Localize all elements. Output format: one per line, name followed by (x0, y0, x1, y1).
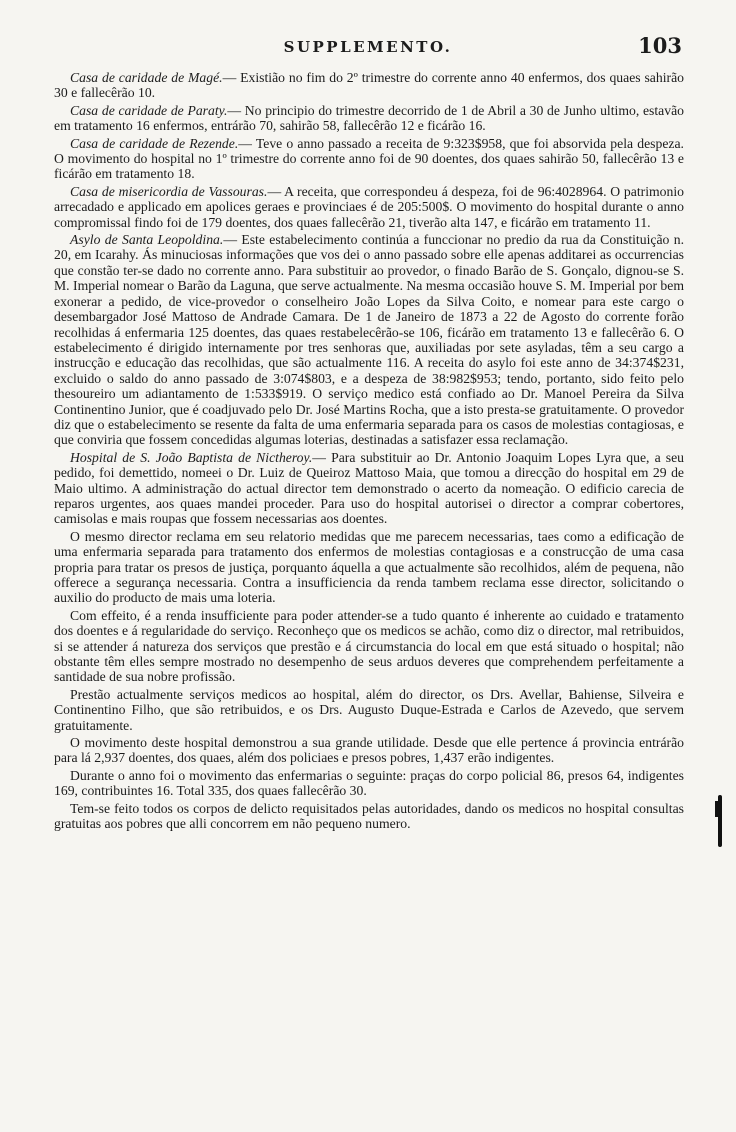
paragraph-body: Durante o anno foi o movimento das enfermarias o seguinte: praças do corpo policial 86, presos 64, indigentes 169, contribuintes 16. Total 335, dos quaes fallecêrão 30. (54, 767, 684, 799)
paragraph-servicos-medicos (54, 687, 684, 733)
paragraph-asylo-santa-leopoldina (54, 232, 684, 448)
paragraph-body: — A receita, que correspondeu á despeza, foi de 96:4028964. O patrimonio arrecadado e applicado em apolices geraes e provinciaes é de 205:500$. O movimento do hospital durante o anno compromissal findo foi de 179 doentes, dos quaes fallecêrão 21, tiverão alta 147, e ficárão em tratamento 11. (54, 183, 684, 230)
paragraph-title: Casa de misericordia de Vassouras. (70, 183, 268, 199)
paragraph-rezende (54, 136, 684, 182)
paragraph-title: Asylo de Santa Leopoldina. (70, 232, 224, 248)
paragraph-body: — Este estabelecimento continúa a funccionar no predio da rua da Constituição n. 20, em Icarahy. Ás minuciosas informações que vos dei o anno passado sobre elle apenas additarei as occurrencias que constão ter-se dado no corrente anno. Para substituir ao provedor, o finado Barão de S. Gonçalo, dignou-se S. M. Imperial nomear o Barão da Laguna, que serve actualmente. Na mesma occasião houve S. M. Imperial por bem exonerar a pedido, de vice-provedor o conselheiro João Lopes da Silva Coito, e nomear para este cargo o desembargador José Mattoso de Andrade Camara. De 1 de Janeiro de 1873 a 22 de Agosto do corrente forão recolhidas á enfermaria 125 doentes, das quaes restabelecêrão-se 106, ficárão em tratamento 13 e fallecêrão 6. O estabelecimento é dirigido internamente por tres senhoras que, auxiliadas por sete asyladas, têm a seu cargo a instrucção e educação das recolhidas, que são actualmente 116. A receita do asylo foi este anno de 34:374$231, excluido o saldo do anno passado de 3:074$803, e a despeza de 38:982$953; tendo, portanto, sido feito pelo thesoureiro um adiantamento de 1:533$919. O serviço medico está confiado ao Dr. Manoel Pereira da Silva Continentino Junior, que é coadjuvado pelo Dr. José Martins Rocha, que a isto presta-se gratuitamente. O provedor diz que o estabelecimento se resente da falta de uma enfermaria separada para os casos de molestias contagiosas, e que conviria que fossem concedidas algumas loterias, destinadas a satisfazer essa reclamação. (54, 232, 684, 448)
paragraph-body: O movimento deste hospital demonstrou a sua grande utilidade. Desde que elle pertence á provincia entrárão para lá 2,937 doentes, dos quaes, além dos policiaes e presos pobres, 1,437 erão indigentes. (54, 735, 684, 766)
paragraph-title: Casa de caridade de Magé. (70, 70, 223, 85)
paragraph-mage (54, 70, 684, 101)
paragraph-body: Tem-se feito todos os corpos de delicto requisitados pelas autoridades, dando os medicos no hospital consultas gratuitas aos pobres que alli concorrem em não pequeno numero. (54, 800, 684, 832)
paragraph-body: — No principio do trimestre decorrido de 1 de Abril a 30 de Junho ultimo, estavão em tratamento 16 enfermos, entrárão 70, sahirão 58, fallecêrão 12 e ficárão 16. (54, 102, 684, 134)
paragraph-body: Prestão actualmente serviços medicos ao hospital, além do director, os Drs. Avellar, Bahiense, Silveira e Continentino Filho, que são retribuidos, e os Drs. Augusto Duque-Estrada e Carlos de Azevedo, que servem gratuitamente. (54, 686, 684, 733)
margin-ink-mark (718, 795, 722, 847)
paragraph-body: O mesmo director reclama em seu relatorio medidas que me parecem necessarias, taes como a edificação de uma enfermaria separada para tratamento dos enfermos de molestias contagiosas e a construcção de uma casa propria para tratar os presos de justiça, porquanto áquella a que actualmente são recolhidos, além de pequena, não offerece a segurança necessaria. Contra a insufficiencia da renda tambem reclama esse director, solicitando o auxilio do producto de mais uma loteria. (54, 528, 684, 606)
paragraph-movimento-hospital (54, 735, 684, 766)
paragraph-body: — Para substituir ao Dr. Antonio Joaquim Lopes Lyra que, a seu pedido, foi demettido, nomeei o Dr. Luiz de Queiroz Mattoso Maia, que tomou a direcção do hospital em 29 de Maio ultimo. A administração do actual director tem demonstrado o acerto da nomeação. O edificio carecia de reparos urgentes, aos quaes mandei proceder. Para uso do hospital autorisei o director a comprar cobertores, camisolas e mais roupas que fossem necessarias aos doentes. (54, 449, 684, 527)
page-header (54, 33, 682, 64)
paragraph-hospital-nictheroy (54, 450, 684, 527)
paragraph-renda-insufficiente (54, 608, 684, 685)
paragraph-corpos-delicto (54, 801, 684, 832)
running-title: SUPPLEMENTO. (283, 38, 453, 56)
paragraph-title: Casa de caridade de Paraty. (70, 102, 228, 118)
paragraph-movimento-enfermarias (54, 768, 684, 799)
paragraph-body: — Existião no fim do 2º trimestre do corrente anno 40 enfermos, dos quaes sahirão 30 e fallecêrão 10. (54, 70, 684, 101)
paragraph-title: Hospital de S. João Baptista de Nictheroy. (70, 449, 313, 465)
paragraph-director-reclama (54, 529, 684, 606)
paragraph-body: — Teve o anno passado a receita de 9:323$958, que foi absorvida pela despeza. O movimento do hospital no 1º trimestre do corrente anno foi de 90 doentes, dos quaes sahirão 50, fallecêrão 13 e ficárão em tratamento 18. (54, 135, 684, 182)
paragraph-vassouras (54, 184, 684, 230)
paragraph-paraty (54, 103, 684, 134)
paragraph-title: Casa de caridade de Rezende. (70, 135, 239, 151)
paragraph-body: Com effeito, é a renda insufficiente para poder attender-se a tudo quanto é inherente ao cuidado e tratamento dos doentes e á regularidade do serviço. Reconheço que os medicos se achão, como diz o director, mal retribuidos, si se attender á natureza dos serviços que prestão e á circumstancia do local em que está situado o hospital; não obstante têm elles sempre mostrado no desempenho de seus arduos deveres que comprehendem perfeitamente a santidade de sua nobre profissão. (54, 607, 684, 685)
page-number: 103 (638, 33, 682, 58)
body-text (54, 70, 684, 834)
